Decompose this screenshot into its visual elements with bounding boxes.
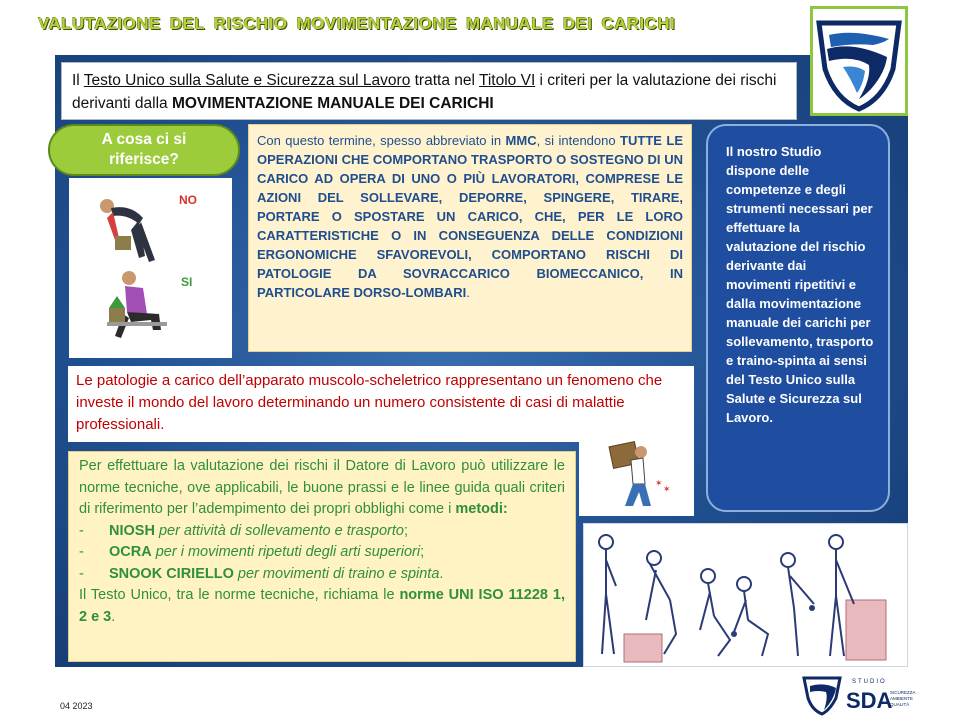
mmc-bold: TUTTE LE OPERAZIONI CHE COMPORTANO TRASPORTO O SOSTEGNO DI UN CARICO AD OPERA DI UNO O PIÙ LAVORATORI, COMPRESE LE AZIONI DEL SOLLEVARE, DEPORRE, SPINGERE, TIRARE, PORTARE O SPOSTARE UN CARICO, CHE, PER LE LORO CARATTERISTICHE O IN CONSEGUENZA DELLE CONDIZIONI ERGONOMICHE SFAVOREVOLI, COMPORTANO RISCHI DI PATOLOGIE DA SOVRACCARICO BIOMECCANICO, IN PARTICOLARE DORSO-LOMBARI xyxy=(257,133,683,300)
metodi-outro-bold: norme UNI ISO 11228 1, 2 e 3 xyxy=(79,587,565,625)
method-end: . xyxy=(439,565,444,582)
list-item xyxy=(79,564,565,586)
mmc-abbr: MMC xyxy=(505,133,537,148)
correct-posture-figure xyxy=(107,271,167,338)
list-item xyxy=(79,542,565,564)
titolo-name: Titolo VI xyxy=(478,72,536,89)
studio-info-box: Il nostro Studio dispone delle competenze e degli strumenti necessari per effettuare la valutazione del rischio derivante dai movimenti ripetitivi e dalla movimentazione manuale dei carichi per sollevamento, trasporto e traino-spinta ai sensi del Testo Unico sulla Salute e Sicurezza sul Lavoro. xyxy=(706,124,890,512)
law-name: Testo Unico sulla Salute e Sicurezza sul Lavoro xyxy=(83,72,411,89)
metodi-box xyxy=(68,451,576,662)
metodi-intro xyxy=(79,456,565,521)
mmc-text: . xyxy=(466,285,470,300)
si-label: SI xyxy=(181,275,193,289)
method-desc: per i movimenti ripetuti degli arti superiori xyxy=(151,544,421,560)
metodi-outro-text: Il Testo Unico, tra le norme tecniche, richiama le xyxy=(79,587,400,603)
lifting-illustration xyxy=(69,178,232,358)
intro-text: i criteri per la valutazione dei rischi derivanti dalla xyxy=(72,72,777,112)
patologie-box: Le patologie a carico dell’apparato muscolo-scheletrico rappresentano un fenomeno che investe il mondo del lavoro determinando un numero consistente di casi di malattie professionali. xyxy=(68,366,694,442)
shield-logo-icon xyxy=(813,9,905,113)
svg-text:✶: ✶ xyxy=(663,484,671,494)
method-name: OCRA xyxy=(109,544,152,560)
list-item xyxy=(79,521,565,543)
intro-bold: MOVIMENTAZIONE MANUALE DEI CARICHI xyxy=(171,95,494,112)
intro-text: Il xyxy=(72,72,84,89)
lifting-sequence-illustration xyxy=(583,523,908,667)
no-label: NO xyxy=(179,193,197,207)
logo-line: SICUREZZA xyxy=(890,690,916,695)
svg-text:✶: ✶ xyxy=(655,478,663,488)
mmc-text: , si intendono xyxy=(536,133,621,148)
studio-logo xyxy=(810,6,908,116)
method-name: SNOOK CIRIELLO xyxy=(109,565,234,582)
logo-studio-text: STUDIO xyxy=(852,679,887,685)
logo-line: AMBIENTE xyxy=(890,696,914,701)
mmc-definition-box xyxy=(248,124,692,352)
method-end: ; xyxy=(403,522,408,539)
intro-text: tratta nel xyxy=(410,72,479,89)
pain-illustration xyxy=(579,434,694,516)
metodi-outro xyxy=(79,585,565,628)
method-name: NIOSH xyxy=(109,522,155,539)
method-desc: per attività di sollevamento e trasporto xyxy=(154,522,404,539)
metodi-intro-bold: metodi: xyxy=(455,501,508,517)
wrong-posture-figure xyxy=(100,199,155,262)
list-dash: - xyxy=(79,544,84,560)
intro-box xyxy=(61,62,797,120)
method-desc: per movimenti di traino e spinta xyxy=(233,565,440,582)
mmc-text: Con questo termine, spesso abbreviato in xyxy=(257,133,506,148)
sda-logo xyxy=(802,672,916,716)
date-label: 04 2023 xyxy=(60,701,93,711)
shield-logo-icon xyxy=(804,678,840,714)
logo-line: QUALITÀ xyxy=(890,702,910,707)
metodi-outro-end: . xyxy=(111,608,116,625)
list-dash: - xyxy=(79,522,84,539)
list-dash: - xyxy=(79,565,84,582)
logo-brand-text: SDA xyxy=(846,688,893,713)
metodi-intro-text: Per effettuare la valutazione dei rischi il Datore di Lavoro può utilizzare le norme tecniche, ove applicabili, le buone prassi e le linee guida quali criteri di riferimento per l’adempimento dei propri obblighi come i xyxy=(79,458,565,517)
method-end: ; xyxy=(420,544,425,560)
question-pill: A cosa ci si riferisce? xyxy=(48,124,240,176)
page-title: VALUTAZIONE DEL RISCHIO MOVIMENTAZIONE MANUALE DEI CARICHI xyxy=(38,14,676,33)
